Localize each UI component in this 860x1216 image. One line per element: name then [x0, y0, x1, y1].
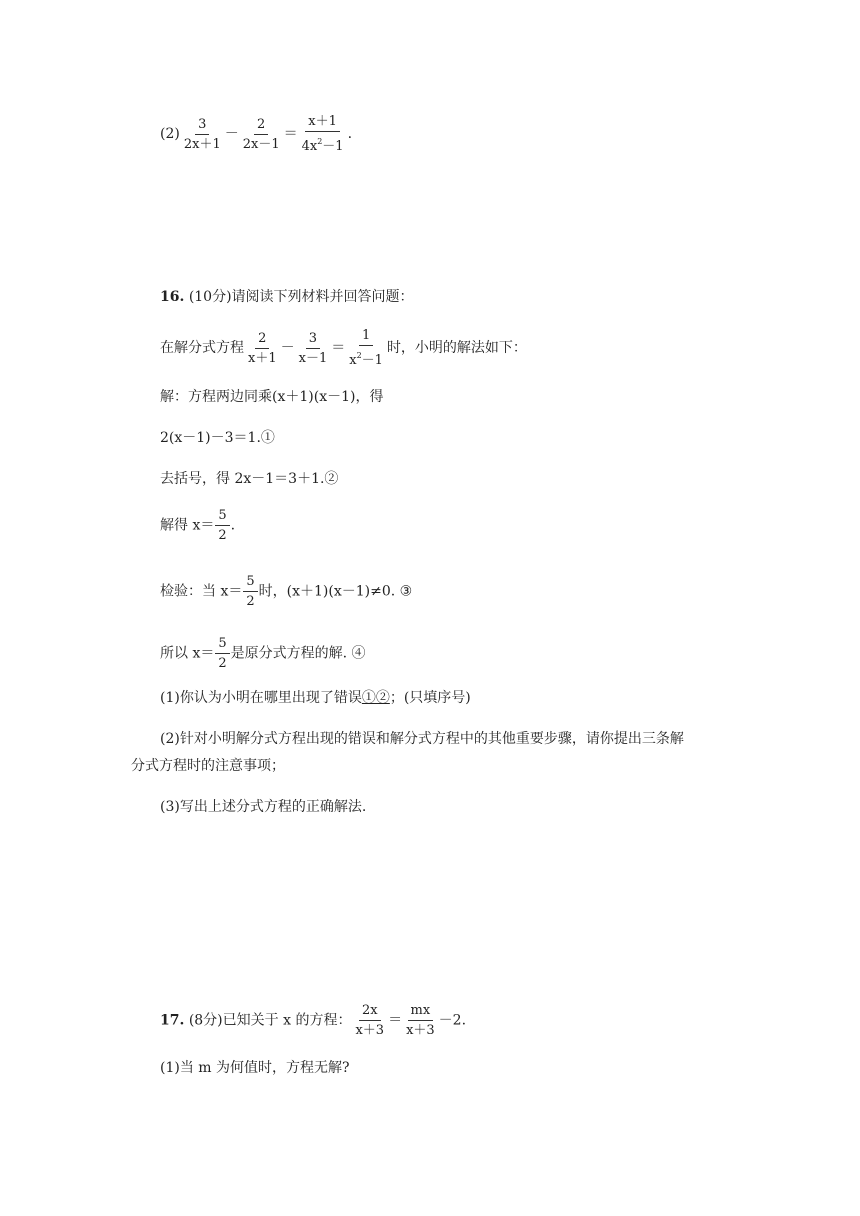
five-halves-fraction: [243, 574, 257, 609]
numerator: 5: [243, 574, 257, 592]
q16-intro: [160, 328, 527, 368]
q16-subquestion-2-line2: 分式方程时的注意事项；: [131, 758, 285, 774]
q17-fraction-2: [403, 1003, 438, 1038]
exponent: 2: [356, 351, 362, 360]
numerator: 2x: [359, 1003, 381, 1021]
q16-step-solve: 解：方程两边同乘(x＋1)(x－1)，得: [160, 389, 384, 405]
denominator: 2: [246, 594, 255, 609]
denominator: 2: [218, 528, 227, 543]
numerator: 2: [255, 331, 269, 349]
den-base: x: [349, 353, 357, 368]
intro-text-end: 时，小明的解法如下：: [386, 340, 527, 356]
q16-fraction-3: [346, 328, 386, 368]
filled-answer: ①②: [361, 690, 390, 706]
numerator: 5: [215, 636, 229, 654]
denominator: x＋1: [248, 350, 277, 366]
subquestion-text-end: ；(只填序号): [389, 690, 471, 706]
equals-sign: ＝: [331, 340, 346, 356]
numerator: x＋1: [305, 114, 340, 132]
den-tail: －1: [322, 139, 344, 154]
q16-step-1: 2(x－1)－3＝1.①: [160, 430, 275, 446]
numerator: 3: [195, 117, 209, 135]
conclusion-text-end: 是原分式方程的解. ④: [230, 645, 366, 662]
conclusion-text: 所以 x＝: [160, 645, 215, 662]
minus-sign: －: [224, 126, 239, 142]
den-tail: －1: [361, 353, 383, 368]
equals-sign: ＝: [388, 1012, 403, 1029]
denominator: x－1: [298, 350, 328, 366]
q16-step-2: 去括号，得 2x－1＝3＋1.②: [160, 471, 339, 487]
question-header: (8分)已知关于 x 的方程：: [188, 1012, 352, 1029]
q16-conclusion: [160, 636, 366, 671]
numerator: 5: [215, 508, 229, 526]
q16-check: [160, 574, 412, 609]
numerator: mx: [408, 1003, 434, 1021]
check-text-end: 时，(x＋1)(x－1)≠0. ③: [258, 583, 413, 600]
exponent: 2: [317, 137, 323, 146]
denominator: 2: [218, 656, 227, 671]
denominator: x＋3: [355, 1023, 385, 1038]
minus-sign: －: [280, 340, 295, 356]
q16-subquestion-2-line1: (2)针对小明解分式方程出现的错误和解分式方程中的其他重要步骤，请你提出三条解: [160, 731, 684, 747]
five-halves-fraction: [215, 508, 229, 543]
q15-part2-equation: [160, 114, 352, 154]
period: .: [230, 517, 236, 534]
q16-step-3: [160, 508, 235, 543]
q16-subquestion-1: [160, 688, 471, 708]
numerator: 2: [254, 117, 268, 135]
q17-header: [160, 1003, 466, 1038]
denominator: [299, 132, 347, 154]
equation-tail: －2.: [438, 1012, 467, 1029]
question-number: 17.: [160, 1012, 185, 1029]
q17-subquestion-1: (1)当 m 为何值时，方程无解?: [160, 1060, 350, 1076]
q15-part-label: (2): [160, 126, 180, 142]
question-header: (10分)请阅读下列材料并回答问题：: [188, 289, 414, 305]
q15-fraction-2: [240, 117, 283, 152]
denominator: 2x＋1: [183, 136, 221, 152]
denominator: x＋3: [406, 1023, 435, 1038]
q16-fraction-1: [245, 331, 280, 366]
q16-subquestion-3: (3)写出上述分式方程的正确解法.: [160, 799, 367, 815]
q15-fraction-1: [181, 117, 224, 152]
step-text: 解得 x＝: [160, 517, 215, 534]
q16-fraction-2: [296, 331, 331, 366]
intro-text: 在解分式方程: [160, 340, 244, 356]
subquestion-text: (1)你认为小明在哪里出现了错误: [160, 690, 362, 706]
numerator: 1: [359, 328, 373, 346]
question-number: 16.: [160, 289, 185, 305]
den-base: 4x: [301, 139, 318, 154]
check-text: 检验：当 x＝: [160, 583, 243, 600]
denominator: 2x－1: [242, 136, 280, 152]
denominator: [346, 346, 386, 368]
equals-sign: ＝: [283, 126, 298, 142]
q17-fraction-1: [352, 1003, 387, 1038]
five-halves-fraction: [215, 636, 229, 671]
numerator: 3: [306, 331, 320, 349]
period: .: [347, 126, 353, 142]
q15-fraction-3: [299, 114, 347, 154]
q16-header: [160, 287, 414, 307]
